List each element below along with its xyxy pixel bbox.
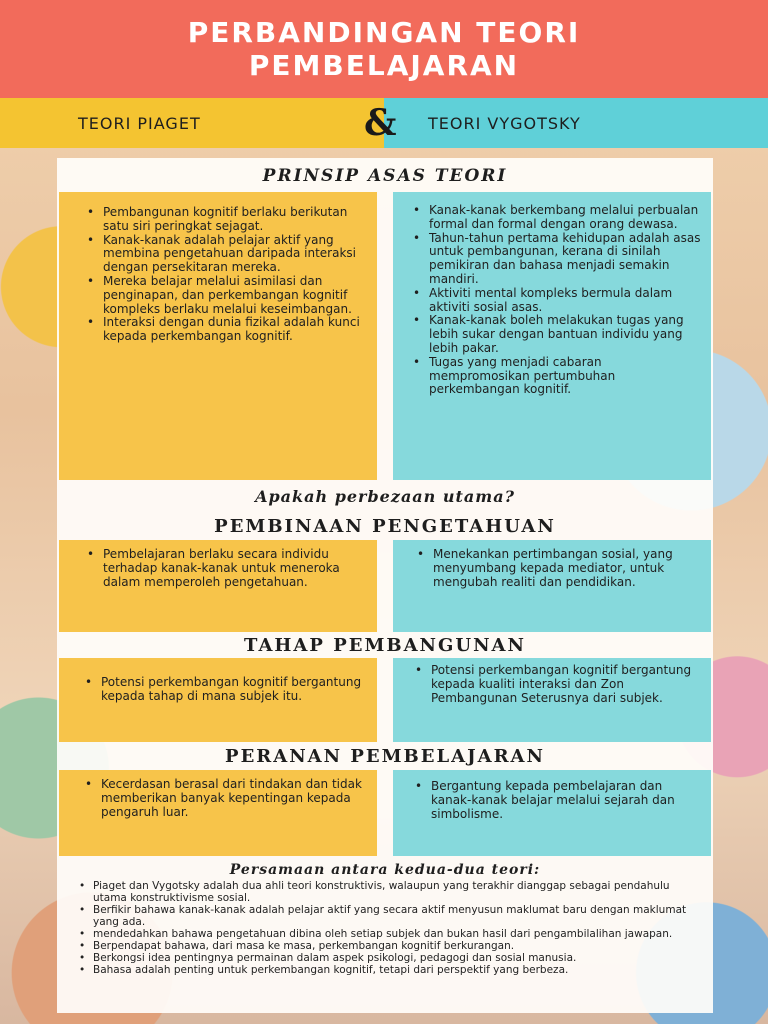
list-item: • Menekankan pertimbangan sosial, yang menyumbang kepada mediator, untuk mengubah realiti dan pendidikan. [415,548,703,589]
pembinaan-vygotsky-list [415,548,703,589]
peranan-vygotsky-list [413,780,703,821]
list-item: • Piaget dan Vygotsky adalah dua ahli teori konstruktivis, walaupun yang terakhir dianggap sebagai pendahulu utama konstruktivisme sosial. [77,880,697,904]
list-item: • Berkongsi idea pentingnya permainan dalam aspek psikologi, pedagogi dan sosial manusia. [77,952,697,964]
list-item: • Tugas yang menjadi cabaran mempromosikan pertumbuhan perkembangan kognitif. [411,356,703,397]
prinsip-heading: PRINSIP ASAS TEORI [262,166,508,186]
peranan-vygotsky-box [393,770,711,856]
list-item: • Potensi perkembangan kognitif bergantung kepada tahap di mana subjek itu. [83,676,367,704]
list-item: • mendedahkan bahawa pengetahuan dibina oleh setiap subjek dan bukan hasil dari pengambilalihan jawapan. [77,928,697,940]
prinsip-vygotsky-list [411,204,703,397]
list-item: • Potensi perkembangan kognitif bergantung kepada kualiti interaksi dan Zon Pembangunan Seterusnya dari subjek. [413,664,703,705]
list-item: • Aktiviti mental kompleks bermula dalam aktiviti sosial asas. [411,287,703,315]
title-banner [0,0,768,98]
pembinaan-heading: PEMBINAAN PENGETAHUAN [214,516,556,537]
list-item: • Kecerdasan berasal dari tindakan dan tidak memberikan banyak kepentingan kepada pengaruh luar. [83,778,367,819]
list-item: • Kanak-kanak adalah pelajar aktif yang membina pengetahuan daripada interaksi dengan persekitaran mereka. [85,234,367,275]
content-card [57,158,713,1013]
tahap-heading: TAHAP PEMBANGUNAN [244,635,526,656]
peranan-piaget-list [83,778,367,819]
list-item: • Pembelajaran berlaku secara individu terhadap kanak-kanak untuk meneroka dalam memperoleh pengetahuan. [85,548,367,589]
peranan-heading: PERANAN PEMBELAJARAN [225,746,545,767]
prinsip-piaget-box [59,192,377,480]
list-item: • Bergantung kepada pembelajaran dan kanak-kanak belajar melalui sejarah dan simbolisme. [413,780,703,821]
tahap-vygotsky-box [393,658,711,742]
prinsip-vygotsky-box [393,192,711,480]
tahap-vygotsky-list [413,664,703,705]
persamaan-heading: Persamaan antara kedua-dua teori: [229,862,541,878]
list-item: • Berfikir bahawa kanak-kanak adalah pelajar aktif yang secara aktif menyusun maklumat baru dengan maklumat yang ada. [77,904,697,928]
list-item: • Kanak-kanak boleh melakukan tugas yang lebih sukar dengan bantuan individu yang lebih pakar. [411,314,703,355]
ampersand: & [364,102,397,144]
persamaan-list [77,880,697,976]
prinsip-piaget-list [85,206,367,344]
title-line-1: PERBANDINGAN TEORI [187,16,581,49]
peranan-piaget-box [59,770,377,856]
pembinaan-vygotsky-box [393,540,711,632]
tahap-piaget-list [83,676,367,704]
list-item: • Berpendapat bahawa, dari masa ke masa, perkembangan kognitif berkurangan. [77,940,697,952]
question-heading: Apakah perbezaan utama? [255,487,515,506]
vygotsky-label: TEORI VYGOTSKY [428,113,581,133]
piaget-header [0,98,384,148]
list-item: • Bahasa adalah penting untuk perkembangan kognitif, tetapi dari perspektif yang berbeza. [77,964,697,976]
list-item: • Kanak-kanak berkembang melalui perbualan formal dan formal dengan orang dewasa. [411,204,703,232]
tahap-piaget-box [59,658,377,742]
piaget-label: TEORI PIAGET [78,113,201,133]
list-item: • Pembangunan kognitif berlaku berikutan satu siri peringkat sejagat. [85,206,367,234]
list-item: • Interaksi dengan dunia fizikal adalah kunci kepada perkembangan kognitif. [85,316,367,344]
pembinaan-piaget-box [59,540,377,632]
pembinaan-piaget-list [85,548,367,589]
list-item: • Tahun-tahun pertama kehidupan adalah asas untuk pembangunan, kerana di sinilah pemikiran dan bahasa menjadi semakin mandiri. [411,232,703,287]
vygotsky-header [384,98,768,148]
title-line-2: PEMBELAJARAN [248,49,520,82]
list-item: • Mereka belajar melalui asimilasi dan penginapan, dan perkembangan kognitif kompleks berlaku melalui keseimbangan. [85,275,367,316]
